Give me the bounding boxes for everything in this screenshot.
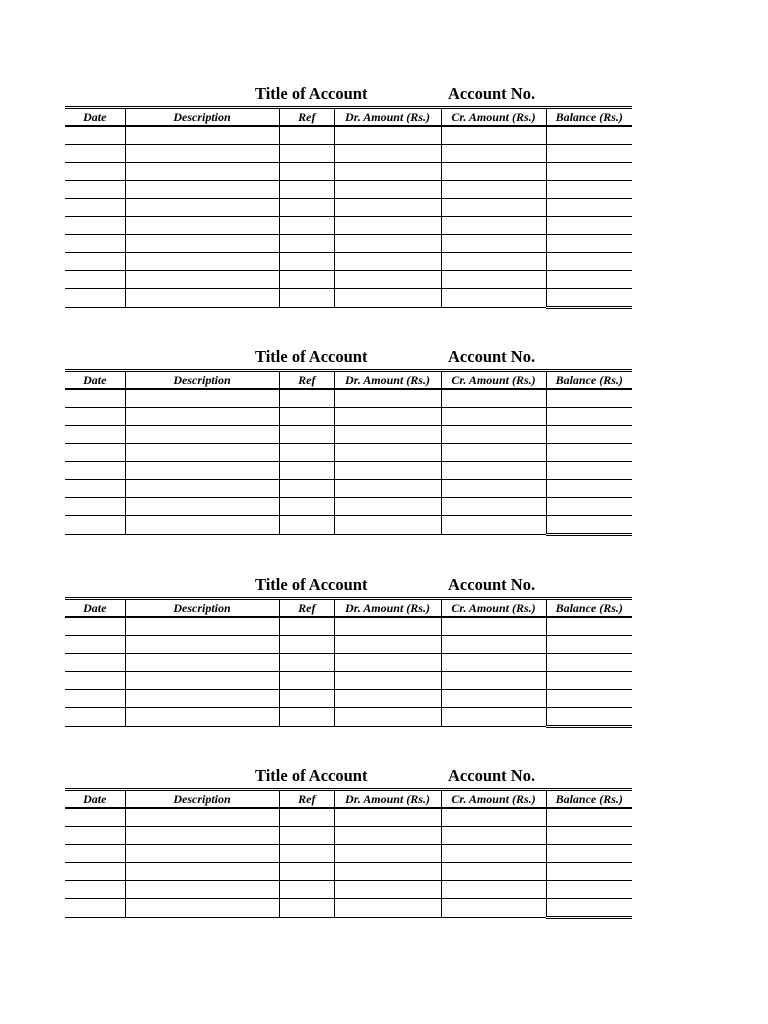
cell-cr-amount[interactable] [441, 827, 546, 845]
cell-dr-amount[interactable] [334, 145, 441, 163]
cell-balance[interactable] [546, 145, 632, 163]
column-header-cr-amount: Cr. Amount (Rs.) [441, 108, 546, 127]
cell-ref[interactable] [279, 672, 334, 690]
cell-balance[interactable] [546, 389, 632, 408]
ledger-row [65, 899, 632, 918]
cell-description[interactable] [125, 808, 279, 827]
ledger-header-row [65, 790, 632, 809]
cell-date[interactable] [65, 899, 125, 918]
cell-dr-amount[interactable] [334, 881, 441, 899]
cell-dr-amount[interactable] [334, 126, 441, 145]
cell-date[interactable] [65, 145, 125, 163]
ledger-header-row [65, 371, 632, 390]
account-no-label: Account No. [448, 347, 536, 366]
cell-ref[interactable] [279, 271, 334, 289]
cell-dr-amount[interactable] [334, 408, 441, 426]
cell-cr-amount[interactable] [441, 516, 546, 535]
ledger-row [65, 827, 632, 845]
cell-ref[interactable] [279, 408, 334, 426]
cell-balance[interactable] [546, 690, 632, 708]
cell-balance[interactable] [546, 708, 632, 727]
cell-dr-amount[interactable] [334, 199, 441, 217]
account-no-label: Account No. [448, 766, 536, 785]
ledger-row [65, 808, 632, 827]
cell-cr-amount[interactable] [441, 636, 546, 654]
cell-description[interactable] [125, 199, 279, 217]
cell-ref[interactable] [279, 690, 334, 708]
ledger-account-4 [65, 766, 632, 919]
cell-ref[interactable] [279, 462, 334, 480]
ledger-account-1 [65, 84, 632, 309]
cell-description[interactable] [125, 827, 279, 845]
cell-ref[interactable] [279, 217, 334, 235]
cell-dr-amount[interactable] [334, 827, 441, 845]
cell-dr-amount[interactable] [334, 389, 441, 408]
cell-ref[interactable] [279, 444, 334, 462]
cell-ref[interactable] [279, 881, 334, 899]
cell-description[interactable] [125, 126, 279, 145]
cell-cr-amount[interactable] [441, 145, 546, 163]
cell-description[interactable] [125, 480, 279, 498]
account-no-label: Account No. [448, 575, 536, 594]
cell-date[interactable] [65, 389, 125, 408]
cell-date[interactable] [65, 708, 125, 727]
cell-cr-amount[interactable] [441, 881, 546, 899]
cell-dr-amount[interactable] [334, 271, 441, 289]
cell-description[interactable] [125, 163, 279, 181]
column-header-cr-amount: Cr. Amount (Rs.) [441, 599, 546, 618]
cell-cr-amount[interactable] [441, 444, 546, 462]
ledger-row [65, 654, 632, 672]
cell-ref[interactable] [279, 899, 334, 918]
ledger-row [65, 199, 632, 217]
ledger-row [65, 253, 632, 271]
ledger-row [65, 271, 632, 289]
cell-balance[interactable] [546, 617, 632, 636]
title-of-account-label: Title of Account [255, 575, 368, 594]
cell-description[interactable] [125, 498, 279, 516]
ledger-row [65, 145, 632, 163]
ledger-row [65, 235, 632, 253]
ledger-row [65, 498, 632, 516]
ledger-title-row [65, 766, 632, 788]
cell-date[interactable] [65, 636, 125, 654]
cell-description[interactable] [125, 145, 279, 163]
cell-description[interactable] [125, 181, 279, 199]
cell-cr-amount[interactable] [441, 199, 546, 217]
ledger-account-3 [65, 575, 632, 728]
cell-balance[interactable] [546, 235, 632, 253]
column-header-date: Date [65, 599, 125, 618]
cell-date[interactable] [65, 654, 125, 672]
cell-dr-amount[interactable] [334, 444, 441, 462]
cell-cr-amount[interactable] [441, 863, 546, 881]
cell-dr-amount[interactable] [334, 163, 441, 181]
cell-balance[interactable] [546, 271, 632, 289]
cell-description[interactable] [125, 863, 279, 881]
title-of-account-label: Title of Account [255, 84, 368, 103]
cell-cr-amount[interactable] [441, 289, 546, 308]
cell-balance[interactable] [546, 827, 632, 845]
cell-dr-amount[interactable] [334, 708, 441, 727]
cell-description[interactable] [125, 899, 279, 918]
cell-ref[interactable] [279, 480, 334, 498]
ledger-title-row [65, 347, 632, 369]
cell-dr-amount[interactable] [334, 516, 441, 535]
cell-ref[interactable] [279, 654, 334, 672]
ledger-row [65, 289, 632, 308]
cell-description[interactable] [125, 654, 279, 672]
column-header-balance: Balance (Rs.) [546, 108, 632, 127]
cell-balance[interactable] [546, 672, 632, 690]
cell-balance[interactable] [546, 426, 632, 444]
ledger-row [65, 636, 632, 654]
cell-date[interactable] [65, 845, 125, 863]
cell-dr-amount[interactable] [334, 480, 441, 498]
column-header-ref: Ref [279, 790, 334, 809]
cell-dr-amount[interactable] [334, 617, 441, 636]
cell-balance[interactable] [546, 654, 632, 672]
ledger-table [65, 106, 632, 309]
cell-ref[interactable] [279, 827, 334, 845]
column-header-cr-amount: Cr. Amount (Rs.) [441, 790, 546, 809]
cell-balance[interactable] [546, 126, 632, 145]
cell-balance[interactable] [546, 462, 632, 480]
cell-ref[interactable] [279, 289, 334, 308]
cell-balance[interactable] [546, 899, 632, 918]
ledger-row [65, 672, 632, 690]
cell-date[interactable] [65, 516, 125, 535]
cell-cr-amount[interactable] [441, 426, 546, 444]
cell-balance[interactable] [546, 636, 632, 654]
cell-dr-amount[interactable] [334, 690, 441, 708]
ledger-row [65, 516, 632, 535]
cell-dr-amount[interactable] [334, 253, 441, 271]
cell-balance[interactable] [546, 808, 632, 827]
cell-dr-amount[interactable] [334, 426, 441, 444]
cell-dr-amount[interactable] [334, 808, 441, 827]
column-header-description: Description [125, 108, 279, 127]
cell-cr-amount[interactable] [441, 217, 546, 235]
cell-dr-amount[interactable] [334, 462, 441, 480]
cell-cr-amount[interactable] [441, 126, 546, 145]
cell-cr-amount[interactable] [441, 845, 546, 863]
cell-date[interactable] [65, 199, 125, 217]
cell-balance[interactable] [546, 498, 632, 516]
cell-date[interactable] [65, 271, 125, 289]
cell-ref[interactable] [279, 636, 334, 654]
ledger-row [65, 617, 632, 636]
cell-balance[interactable] [546, 480, 632, 498]
cell-dr-amount[interactable] [334, 899, 441, 918]
cell-date[interactable] [65, 408, 125, 426]
account-no-label: Account No. [448, 84, 536, 103]
column-header-dr-amount: Dr. Amount (Rs.) [334, 108, 441, 127]
cell-ref[interactable] [279, 498, 334, 516]
cell-description[interactable] [125, 289, 279, 308]
cell-description[interactable] [125, 462, 279, 480]
cell-description[interactable] [125, 636, 279, 654]
ledger-header-row [65, 108, 632, 127]
column-header-description: Description [125, 599, 279, 618]
ledger-row [65, 126, 632, 145]
column-header-description: Description [125, 371, 279, 390]
column-header-balance: Balance (Rs.) [546, 790, 632, 809]
cell-cr-amount[interactable] [441, 181, 546, 199]
cell-description[interactable] [125, 617, 279, 636]
cell-ref[interactable] [279, 389, 334, 408]
ledger-table [65, 788, 632, 919]
cell-cr-amount[interactable] [441, 408, 546, 426]
cell-date[interactable] [65, 462, 125, 480]
cell-dr-amount[interactable] [334, 217, 441, 235]
cell-balance[interactable] [546, 199, 632, 217]
column-header-dr-amount: Dr. Amount (Rs.) [334, 790, 441, 809]
cell-description[interactable] [125, 672, 279, 690]
cell-cr-amount[interactable] [441, 654, 546, 672]
cell-description[interactable] [125, 690, 279, 708]
cell-balance[interactable] [546, 289, 632, 308]
cell-description[interactable] [125, 426, 279, 444]
ledger-row [65, 480, 632, 498]
cell-description[interactable] [125, 271, 279, 289]
cell-description[interactable] [125, 444, 279, 462]
cell-description[interactable] [125, 516, 279, 535]
cell-cr-amount[interactable] [441, 708, 546, 727]
cell-cr-amount[interactable] [441, 617, 546, 636]
ledger-row [65, 217, 632, 235]
cell-dr-amount[interactable] [334, 845, 441, 863]
ledger-row [65, 163, 632, 181]
cell-cr-amount[interactable] [441, 253, 546, 271]
cell-description[interactable] [125, 881, 279, 899]
column-header-ref: Ref [279, 108, 334, 127]
cell-date[interactable] [65, 235, 125, 253]
cell-cr-amount[interactable] [441, 899, 546, 918]
ledger-row [65, 708, 632, 727]
cell-date[interactable] [65, 426, 125, 444]
cell-ref[interactable] [279, 708, 334, 727]
cell-cr-amount[interactable] [441, 672, 546, 690]
ledger-row [65, 181, 632, 199]
column-header-date: Date [65, 371, 125, 390]
cell-ref[interactable] [279, 253, 334, 271]
column-header-date: Date [65, 108, 125, 127]
cell-ref[interactable] [279, 126, 334, 145]
cell-cr-amount[interactable] [441, 163, 546, 181]
cell-description[interactable] [125, 845, 279, 863]
cell-description[interactable] [125, 253, 279, 271]
ledger-title-row [65, 575, 632, 597]
cell-ref[interactable] [279, 426, 334, 444]
cell-balance[interactable] [546, 881, 632, 899]
cell-date[interactable] [65, 480, 125, 498]
cell-cr-amount[interactable] [441, 690, 546, 708]
cell-dr-amount[interactable] [334, 636, 441, 654]
ledger-row [65, 863, 632, 881]
cell-balance[interactable] [546, 408, 632, 426]
cell-description[interactable] [125, 235, 279, 253]
column-header-balance: Balance (Rs.) [546, 371, 632, 390]
cell-date[interactable] [65, 289, 125, 308]
cell-dr-amount[interactable] [334, 498, 441, 516]
column-header-dr-amount: Dr. Amount (Rs.) [334, 599, 441, 618]
ledger-row [65, 462, 632, 480]
title-of-account-label: Title of Account [255, 766, 368, 785]
cell-date[interactable] [65, 617, 125, 636]
cell-cr-amount[interactable] [441, 480, 546, 498]
cell-balance[interactable] [546, 444, 632, 462]
column-header-date: Date [65, 790, 125, 809]
ledger-row [65, 881, 632, 899]
column-header-description: Description [125, 790, 279, 809]
cell-date[interactable] [65, 444, 125, 462]
cell-cr-amount[interactable] [441, 389, 546, 408]
cell-dr-amount[interactable] [334, 235, 441, 253]
cell-ref[interactable] [279, 235, 334, 253]
cell-ref[interactable] [279, 863, 334, 881]
cell-cr-amount[interactable] [441, 498, 546, 516]
cell-cr-amount[interactable] [441, 808, 546, 827]
cell-cr-amount[interactable] [441, 462, 546, 480]
cell-date[interactable] [65, 126, 125, 145]
cell-ref[interactable] [279, 163, 334, 181]
cell-description[interactable] [125, 217, 279, 235]
column-header-ref: Ref [279, 371, 334, 390]
cell-balance[interactable] [546, 163, 632, 181]
ledger-title-row [65, 84, 632, 106]
cell-date[interactable] [65, 690, 125, 708]
ledger-row [65, 690, 632, 708]
title-of-account-label: Title of Account [255, 347, 368, 366]
cell-dr-amount[interactable] [334, 654, 441, 672]
cell-dr-amount[interactable] [334, 863, 441, 881]
cell-dr-amount[interactable] [334, 289, 441, 308]
cell-date[interactable] [65, 181, 125, 199]
cell-ref[interactable] [279, 145, 334, 163]
cell-date[interactable] [65, 881, 125, 899]
ledger-row [65, 426, 632, 444]
cell-date[interactable] [65, 253, 125, 271]
cell-ref[interactable] [279, 617, 334, 636]
ledger-header-row [65, 599, 632, 618]
cell-ref[interactable] [279, 516, 334, 535]
cell-description[interactable] [125, 408, 279, 426]
cell-date[interactable] [65, 217, 125, 235]
cell-description[interactable] [125, 708, 279, 727]
cell-balance[interactable] [546, 845, 632, 863]
cell-dr-amount[interactable] [334, 672, 441, 690]
cell-cr-amount[interactable] [441, 271, 546, 289]
cell-date[interactable] [65, 498, 125, 516]
ledger-row [65, 444, 632, 462]
cell-ref[interactable] [279, 808, 334, 827]
cell-ref[interactable] [279, 181, 334, 199]
cell-date[interactable] [65, 863, 125, 881]
column-header-cr-amount: Cr. Amount (Rs.) [441, 371, 546, 390]
cell-balance[interactable] [546, 253, 632, 271]
column-header-dr-amount: Dr. Amount (Rs.) [334, 371, 441, 390]
cell-dr-amount[interactable] [334, 181, 441, 199]
ledger-account-2 [65, 347, 632, 536]
cell-balance[interactable] [546, 181, 632, 199]
cell-date[interactable] [65, 672, 125, 690]
cell-date[interactable] [65, 827, 125, 845]
cell-ref[interactable] [279, 199, 334, 217]
cell-date[interactable] [65, 808, 125, 827]
column-header-balance: Balance (Rs.) [546, 599, 632, 618]
ledger-table [65, 369, 632, 536]
ledger-row [65, 389, 632, 408]
cell-balance[interactable] [546, 863, 632, 881]
ledger-table [65, 597, 632, 728]
cell-balance[interactable] [546, 516, 632, 535]
ledger-row [65, 408, 632, 426]
cell-cr-amount[interactable] [441, 235, 546, 253]
cell-date[interactable] [65, 163, 125, 181]
ledger-row [65, 845, 632, 863]
cell-balance[interactable] [546, 217, 632, 235]
cell-ref[interactable] [279, 845, 334, 863]
column-header-ref: Ref [279, 599, 334, 618]
cell-description[interactable] [125, 389, 279, 408]
